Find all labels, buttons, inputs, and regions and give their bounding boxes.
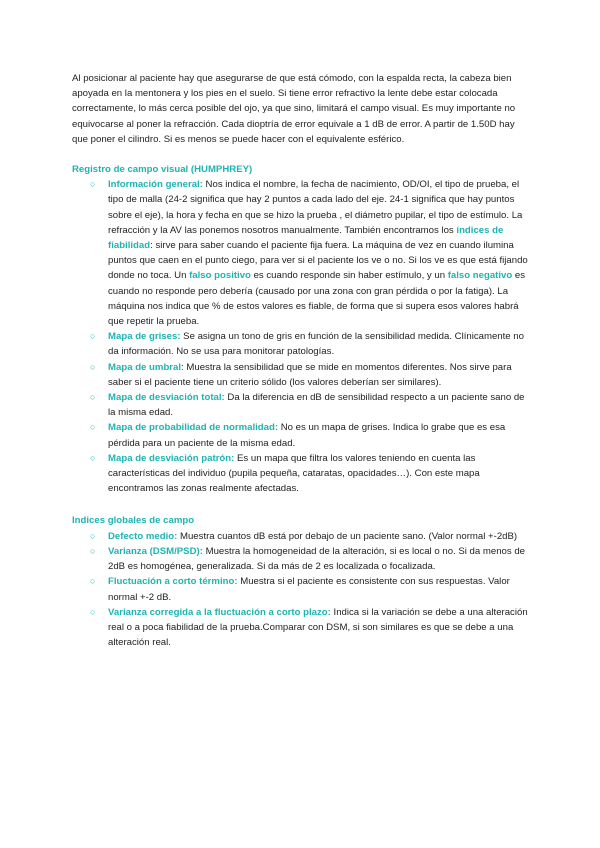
document-content xyxy=(72,71,528,650)
term-text: Muestra la homogeneidad de la alteración, si es local o no. Si da menos de 2dB es homogénea, generalizada. Si da más de 2 es localizada o focalizada. xyxy=(108,545,526,573)
intro-paragraph: Al posicionar al paciente hay que asegurarse de que está cómodo, con la espalda recta, la cabeza bien apoyada en la mentonera y los pies en el suelo. Si tiene error refractivo la lente debe estar colocada correctamente, lo más cerca posible del ojo, ya que sino, limitará el campo visual. Es muy importante no equivocarse al poner la refracción. Cada dioptría de error equivale a 1 dB de error. A partir de 1.50D hay que poner el cilindro. Si es menos se puede hacer con el equivalente esférico. xyxy=(72,73,516,145)
term-label: Mapa de umbral xyxy=(108,361,182,373)
term-text: Es un mapa que filtra los valores teniendo en cuenta las características del individuo (pupila pequeña, cataratas, opacidades…). Con este mapa encontramos las zonas realmente afectadas. xyxy=(108,452,480,495)
term-label: Información general: xyxy=(108,179,203,191)
term-label: índices de fiabilidad xyxy=(108,224,504,252)
bullet-icon: ○ xyxy=(90,392,96,403)
term-text: : sirve para saber cuando el paciente fija fuera. La máquina de vez en cuando ilumina puntos que caen en el punto ciego, para ver si el paciente los ve o no. Si los ve es que está fijando donde no toca. Un xyxy=(108,240,528,282)
list-item-mapa-grises xyxy=(72,329,528,359)
term-label: Mapa de grises: xyxy=(108,331,181,343)
term-text: Muestra si el paciente es consistente con sus respuestas. Valor normal +-2 dB. xyxy=(108,576,510,603)
list-item-mapa-desviacion-total xyxy=(72,390,528,420)
term-label: Mapa de probabilidad de normalidad: xyxy=(108,422,279,434)
term-text: Se asigna un tono de gris en función de la sensibilidad medida. Clínicamente no da información. No se usa para monitorar patologías. xyxy=(108,331,524,358)
bullet-icon: ○ xyxy=(90,530,96,541)
term-label: Fluctuación a corto término: xyxy=(108,576,238,588)
indices-list xyxy=(72,529,528,651)
term-text: No es un mapa de grises. Indica lo grabe que es esa pérdida para un paciente de la misma edad. xyxy=(108,422,506,449)
term-text: es cuando responde sin haber estímulo, y un xyxy=(250,270,448,282)
list-item-mapa-probabilidad-normalidad xyxy=(72,420,528,450)
list-item-mapa-umbral xyxy=(72,360,528,390)
list-item-varianza-corregida xyxy=(72,605,528,651)
section-heading-indices-globales: Indices globales de campo xyxy=(72,515,195,527)
list-item-mapa-desviacion-patron xyxy=(72,451,528,497)
term-text: Da la diferencia en dB de sensibilidad respecto a un paciente sano de la misma edad. xyxy=(108,392,525,419)
term-label: Mapa de desviación patrón: xyxy=(108,452,235,464)
bullet-icon: ○ xyxy=(90,361,96,372)
term-text: Indica si la variación se debe a una alteración real o a poca fiabilidad de la prueba.Comparar con DSM, si son similares es que se debe a una alteración real. xyxy=(108,606,528,649)
list-item-informacion-general xyxy=(72,177,528,329)
humphrey-list xyxy=(72,177,528,496)
bullet-icon: ○ xyxy=(90,179,96,190)
term-label: falso negativo xyxy=(447,270,513,282)
term-text: Nos indica el nombre, la fecha de nacimiento, OD/OI, el tipo de prueba, el tipo de malla (24-2 significa que hay 2 puntos a cada lado del eje. 24-1 significa que hay puntos sobre el eje), la hora y fecha en que se hizo la prueba , el diámetro pupilar, el tipo de estímulo. La refracción y la AV las ponemos nosotros manualmente. También encontramos los xyxy=(108,179,523,236)
term-text: es cuando no responde pero debería (causado por una zona con gran pérdida o por la fatiga). La máquina nos indica que % de estos valores es fiable, de forma que si supera esos valores habrá que repetir la prueba. xyxy=(108,270,526,328)
list-item-varianza xyxy=(72,544,528,574)
bullet-icon: ○ xyxy=(90,606,96,617)
term-label: Defecto medio: xyxy=(108,530,178,542)
bullet-icon: ○ xyxy=(90,331,96,342)
bullet-icon: ○ xyxy=(90,545,96,556)
term-text: : Muestra la sensibilidad que se mide en momentos diferentes. Nos sirve para saber si el paciente tiene un criterio sólido (los valores deberían ser similares). xyxy=(108,361,512,388)
bullet-icon: ○ xyxy=(90,452,96,463)
section-heading-humphrey: Registro de campo visual (HUMPHREY) xyxy=(72,164,253,176)
term-label: Varianza corregida a la fluctuación a corto plazo: xyxy=(108,606,331,618)
list-item-fluctuacion xyxy=(72,574,528,604)
term-label: falso positivo xyxy=(189,270,251,282)
term-label: Varianza (DSM/PSD): xyxy=(108,545,203,557)
list-item-defecto-medio xyxy=(72,529,528,544)
term-text: Muestra cuantos dB está por debajo de un paciente sano. (Valor normal +-2dB) xyxy=(177,530,518,542)
term-label: Mapa de desviación total: xyxy=(108,392,225,404)
bullet-icon: ○ xyxy=(90,422,96,433)
bullet-icon: ○ xyxy=(90,576,96,587)
